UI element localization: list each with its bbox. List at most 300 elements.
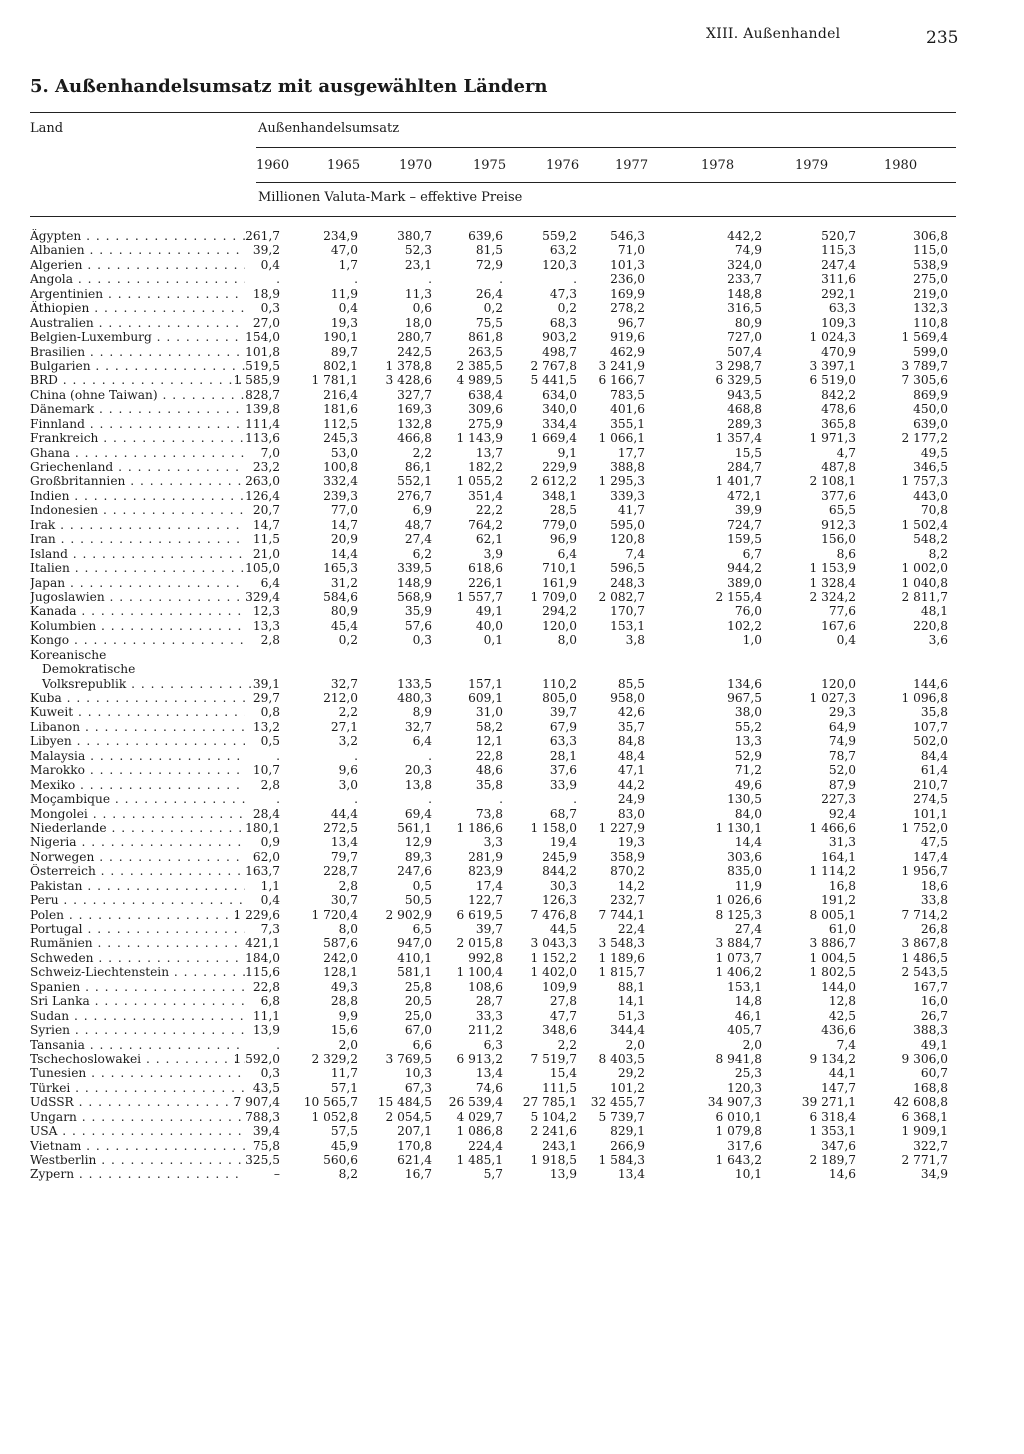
value-cell: 83,0 (617, 806, 645, 821)
value-cell: 33,8 (920, 893, 948, 908)
value-cell: 27 785,1 (522, 1095, 577, 1110)
country-label: Albanien . . . (30, 243, 245, 257)
value-cell: 0,4 (338, 301, 358, 316)
year-header: 1978 (701, 158, 735, 173)
value-cell: 1 485,1 (456, 1153, 503, 1167)
value-cell: 62,1 (475, 532, 503, 547)
value-cell: . (354, 272, 358, 287)
country-label: Kuweit . . . (30, 705, 245, 719)
value-cell: 220,8 (913, 618, 948, 633)
value-cell: 3,2 (338, 734, 358, 749)
value-cell: 41,7 (617, 503, 645, 518)
value-cell: 147,7 (821, 1080, 856, 1095)
value-cell: – (273, 1167, 280, 1182)
value-cell: 27,8 (549, 994, 577, 1009)
value-cell: 7 744,1 (598, 907, 645, 922)
value-cell: 22,4 (617, 922, 645, 936)
value-cell: 242,5 (397, 344, 432, 359)
country-label: Marokko . . . (30, 763, 245, 777)
country-label: Peru . . . (30, 893, 245, 907)
value-cell: 44,5 (549, 922, 577, 936)
country-label: Sri Lanka . . . (30, 994, 245, 1008)
value-cell: 1 055,2 (456, 474, 503, 489)
value-cell: 1,0 (742, 633, 762, 648)
table-row (30, 1110, 960, 1124)
value-cell: 31,3 (828, 835, 856, 850)
value-cell: 365,8 (821, 416, 856, 431)
country-label: Island . . . (30, 547, 245, 561)
value-cell: 2 329,2 (311, 1051, 358, 1066)
value-cell: 11,7 (330, 1066, 358, 1081)
country-label: Australien . . . (30, 316, 245, 330)
value-cell: 1 918,5 (530, 1153, 577, 1167)
value-cell: 19,4 (549, 835, 577, 850)
value-cell: 289,3 (727, 416, 762, 431)
value-cell: 410,1 (397, 950, 432, 965)
value-cell: 3 867,8 (901, 936, 948, 951)
value-cell: 1 720,4 (311, 907, 358, 922)
value-cell: 110,2 (542, 676, 577, 691)
table-row (30, 272, 960, 286)
value-cell: 332,4 (323, 474, 358, 489)
value-cell: 7,3 (260, 922, 280, 936)
value-cell: 912,3 (821, 517, 856, 532)
value-cell: 144,6 (913, 676, 948, 691)
value-cell: 81,5 (475, 243, 503, 258)
value-cell: 48,4 (617, 748, 645, 763)
value-cell: 9,1 (557, 445, 577, 460)
value-cell: 1 643,2 (715, 1153, 762, 1167)
value-cell: 226,1 (468, 575, 503, 590)
value-cell: . (428, 748, 432, 763)
value-cell: 74,9 (828, 734, 856, 749)
value-cell: 462,9 (610, 344, 645, 359)
value-cell: 7 476,8 (530, 907, 577, 922)
value-cell: 134,6 (727, 676, 762, 691)
value-cell: 49,6 (734, 777, 762, 792)
value-cell: 339,3 (610, 488, 645, 503)
table-row (30, 1139, 960, 1153)
value-cell: 538,9 (913, 257, 948, 272)
value-cell: 322,7 (913, 1138, 948, 1153)
value-cell: 1 027,3 (809, 691, 856, 705)
value-cell: 15,4 (549, 1066, 577, 1081)
value-cell: 38,0 (734, 705, 762, 720)
value-cell: 2,2 (338, 705, 358, 720)
table-row (30, 431, 960, 445)
value-cell: 311,6 (821, 272, 856, 287)
value-cell: 1 004,5 (809, 950, 856, 965)
value-cell: 1 229,6 (233, 907, 280, 922)
value-cell: 2 324,2 (809, 589, 856, 604)
value-cell: . (499, 272, 503, 287)
value-cell: 261,7 (245, 229, 280, 243)
value-cell: 44,1 (828, 1066, 856, 1081)
country-label: Äthiopien . . . (30, 301, 245, 315)
value-cell: 8,2 (338, 1167, 358, 1182)
value-cell: 112,5 (323, 416, 358, 431)
value-cell: 23,1 (404, 257, 432, 272)
value-cell: 0,3 (260, 1066, 280, 1081)
value-cell: 122,7 (468, 893, 503, 908)
value-cell: 79,7 (330, 849, 358, 864)
value-cell: 40,0 (475, 618, 503, 633)
value-cell: 7 305,6 (901, 373, 948, 388)
country-label: Volksrepublik . . . (30, 677, 257, 691)
value-cell: 944,2 (727, 561, 762, 576)
value-cell: . (573, 792, 577, 807)
value-cell: 1 357,4 (715, 431, 762, 446)
value-cell: 309,6 (468, 402, 503, 417)
value-cell: 111,4 (245, 416, 280, 431)
value-cell: 0,4 (260, 893, 280, 908)
value-cell: 595,0 (610, 517, 645, 532)
value-cell: 25,0 (404, 1008, 432, 1023)
value-cell: 8,2 (928, 546, 948, 561)
value-cell: 13,4 (617, 1167, 645, 1182)
value-cell: 6 010,1 (715, 1109, 762, 1124)
value-cell: 110,8 (913, 315, 948, 330)
value-cell: 234,9 (323, 229, 358, 243)
year-header: 1970 (399, 158, 433, 173)
value-cell: 1 709,0 (530, 589, 577, 604)
value-cell: 67,3 (404, 1080, 432, 1095)
year-header: 1975 (473, 158, 507, 173)
value-cell: 168,8 (913, 1080, 948, 1095)
country-label: Belgien-Luxemburg . . . (30, 330, 245, 344)
value-cell: 8,0 (338, 922, 358, 936)
table-row (30, 446, 960, 460)
country-label: Frankreich . . . (30, 431, 245, 445)
value-cell: 163,7 (245, 864, 280, 879)
value-cell: 70,8 (920, 503, 948, 518)
value-cell: 52,9 (734, 748, 762, 763)
value-cell: 107,7 (913, 719, 948, 734)
value-cell: 159,5 (727, 532, 762, 547)
country-label: Nigeria . . . (30, 835, 245, 849)
value-cell: 148,8 (727, 286, 762, 301)
country-label: Österreich . . . (30, 864, 245, 878)
value-cell: 6 329,5 (715, 373, 762, 388)
value-cell: 20,5 (404, 994, 432, 1009)
value-cell: 639,0 (913, 416, 948, 431)
year-header: 1977 (615, 158, 649, 173)
value-cell: 28,8 (330, 994, 358, 1009)
value-cell: 1 402,0 (530, 965, 577, 980)
value-cell: 48,6 (475, 763, 503, 778)
table-row (30, 835, 960, 849)
value-cell: 76,0 (734, 604, 762, 619)
value-cell: 472,1 (727, 488, 762, 503)
value-cell: 180,1 (245, 820, 280, 835)
country-label: Polen . . . (30, 908, 245, 922)
value-cell: 3,9 (483, 546, 503, 561)
value-cell: 2,8 (260, 777, 280, 792)
table-row (30, 763, 960, 777)
value-cell: 8,9 (412, 705, 432, 720)
country-label: Ungarn . . . (30, 1110, 245, 1124)
value-cell: 29,2 (617, 1066, 645, 1081)
value-cell: 1 114,2 (809, 864, 856, 879)
value-cell: 25,3 (734, 1066, 762, 1081)
value-cell: 30,7 (330, 893, 358, 908)
value-cell: 278,2 (610, 301, 645, 316)
value-cell: 77,6 (828, 604, 856, 619)
table-row (30, 359, 960, 373)
value-cell: 23,2 (252, 460, 280, 474)
value-cell: 111,5 (542, 1080, 577, 1095)
value-cell: 1 486,5 (901, 950, 948, 965)
value-cell: 1 130,1 (715, 820, 762, 835)
value-cell: 1 502,4 (901, 517, 948, 532)
value-cell: 52,3 (404, 243, 432, 258)
value-cell: 247,4 (821, 257, 856, 272)
value-cell: 358,9 (610, 849, 645, 864)
value-cell: 12,3 (252, 604, 280, 619)
value-cell: 181,6 (323, 402, 358, 417)
value-cell: 5 104,2 (530, 1109, 577, 1124)
value-cell: 6,9 (412, 503, 432, 518)
value-cell: 8 941,8 (715, 1051, 762, 1066)
value-cell: 2 189,7 (809, 1153, 856, 1167)
value-cell: 8 005,1 (809, 907, 856, 922)
table-row (30, 821, 960, 835)
country-label: Iran . . . (30, 532, 245, 546)
value-cell: 828,7 (245, 387, 280, 402)
value-cell: 1 066,1 (598, 431, 645, 446)
value-cell: 14,1 (617, 994, 645, 1009)
value-cell: 805,0 (542, 691, 577, 705)
table-row (30, 864, 960, 878)
table-row (30, 720, 960, 734)
value-cell: 1 401,7 (715, 474, 762, 489)
value-cell: 148,9 (397, 575, 432, 590)
value-cell: 1 557,7 (456, 589, 503, 604)
value-cell: 13,4 (475, 1066, 503, 1081)
value-cell: 275,9 (468, 416, 503, 431)
value-cell: 1 956,7 (901, 864, 948, 879)
value-cell: 44,2 (617, 777, 645, 792)
value-cell: 78,7 (828, 748, 856, 763)
value-cell: 618,6 (468, 561, 503, 576)
value-cell: 57,6 (404, 618, 432, 633)
value-cell: 1 569,4 (901, 330, 948, 345)
value-cell: 39,2 (252, 243, 280, 258)
value-cell: 19,3 (330, 315, 358, 330)
value-cell: 0,6 (412, 301, 432, 316)
value-cell: 2 811,7 (901, 589, 948, 604)
value-cell: 498,7 (542, 344, 577, 359)
value-cell: 9,9 (338, 1008, 358, 1023)
value-cell: 64,9 (828, 719, 856, 734)
value-cell: 28,5 (549, 503, 577, 518)
value-cell: 844,2 (542, 864, 577, 879)
value-cell: 389,0 (727, 575, 762, 590)
country-label: Spanien . . . (30, 980, 245, 994)
value-cell: 47,7 (549, 1008, 577, 1023)
country-label: Libanon . . . (30, 720, 245, 734)
value-cell: 0,3 (260, 301, 280, 316)
value-cell: 861,8 (468, 330, 503, 345)
value-cell: 347,6 (821, 1138, 856, 1153)
value-cell: 596,5 (610, 561, 645, 576)
value-cell: 2,8 (260, 633, 280, 648)
value-cell: 17,4 (475, 878, 503, 893)
value-cell: 161,9 (542, 575, 577, 590)
value-cell: 380,7 (397, 229, 432, 243)
value-cell: 1 152,2 (530, 950, 577, 965)
value-cell: 26 539,4 (448, 1095, 503, 1110)
value-cell: 17,7 (617, 445, 645, 460)
value-cell: 113,6 (245, 431, 280, 446)
country-label: Brasilien . . . (30, 345, 245, 359)
value-cell: 8,0 (557, 633, 577, 648)
value-cell: 212,0 (323, 691, 358, 705)
value-cell: 1 909,1 (901, 1124, 948, 1139)
value-cell: 3 428,6 (385, 373, 432, 388)
value-cell: 39,4 (252, 1124, 280, 1139)
value-cell: 229,9 (542, 460, 577, 474)
table-row (30, 633, 960, 647)
value-cell: 520,7 (821, 229, 856, 243)
value-cell: 109,3 (821, 315, 856, 330)
value-cell: 219,0 (913, 286, 948, 301)
value-cell: 108,6 (468, 979, 503, 994)
value-cell: 31,2 (330, 575, 358, 590)
value-cell: 248,3 (610, 575, 645, 590)
value-cell: 9 306,0 (901, 1051, 948, 1066)
value-cell: 1 227,9 (598, 820, 645, 835)
value-cell: 480,3 (397, 691, 432, 705)
value-cell: 154,0 (245, 330, 280, 345)
value-cell: 621,4 (397, 1153, 432, 1167)
value-cell: 947,0 (397, 936, 432, 951)
value-cell: 548,2 (913, 532, 948, 547)
value-cell: 1 024,3 (809, 330, 856, 345)
value-cell: 115,3 (821, 243, 856, 258)
value-cell: 29,7 (252, 691, 280, 705)
value-cell: 334,4 (542, 416, 577, 431)
table-row (30, 460, 960, 474)
value-cell: 13,7 (475, 445, 503, 460)
value-cell: 42,5 (828, 1008, 856, 1023)
value-cell: 2 771,7 (901, 1153, 948, 1167)
value-cell: 1 079,8 (715, 1124, 762, 1139)
value-cell: 12,1 (475, 734, 503, 749)
value-cell: 43,5 (252, 1080, 280, 1095)
value-cell: 1 406,2 (715, 965, 762, 980)
value-cell: 47,5 (920, 835, 948, 850)
country-label: Großbritannien . . . (30, 474, 245, 488)
value-cell: 779,0 (542, 517, 577, 532)
value-cell: 0,4 (260, 257, 280, 272)
value-cell: 7,4 (836, 1037, 856, 1052)
value-cell: 2 082,7 (598, 589, 645, 604)
value-cell: 39 271,1 (801, 1095, 856, 1110)
value-cell: 72,9 (475, 257, 503, 272)
header-group: Außenhandelsumsatz (258, 121, 400, 136)
value-cell: 559,2 (542, 229, 577, 243)
value-cell: 51,3 (617, 1008, 645, 1023)
value-cell: 39,9 (734, 503, 762, 518)
table-row (30, 547, 960, 561)
value-cell: 1 378,8 (385, 358, 432, 373)
running-head: XIII. Außenhandel (706, 26, 841, 42)
value-cell: 6,5 (412, 922, 432, 936)
country-label: Niederlande . . . (30, 821, 245, 835)
value-cell: 292,1 (821, 286, 856, 301)
value-cell: 165,3 (323, 561, 358, 576)
country-label: Ägypten . . . (30, 229, 245, 243)
value-cell: 6 519,0 (809, 373, 856, 388)
value-cell: 120,3 (727, 1080, 762, 1095)
value-cell: 388,3 (913, 1023, 948, 1038)
value-cell: 324,0 (727, 257, 762, 272)
table-row (30, 994, 960, 1008)
value-cell: 1 295,3 (598, 474, 645, 489)
value-cell: 63,3 (828, 301, 856, 316)
value-cell: 0,3 (412, 633, 432, 648)
value-cell: 34,9 (920, 1167, 948, 1182)
country-label: Angola . . . (30, 272, 245, 286)
table-row (30, 489, 960, 503)
value-cell: 6,7 (742, 546, 762, 561)
table-row (30, 518, 960, 532)
value-cell: 1 073,7 (715, 950, 762, 965)
value-cell: 0,2 (557, 301, 577, 316)
value-cell: 967,5 (727, 691, 762, 705)
value-cell: 13,4 (330, 835, 358, 850)
value-cell: 61,4 (920, 763, 948, 778)
value-cell: 584,6 (323, 589, 358, 604)
table-row (30, 287, 960, 301)
country-label: Ghana . . . (30, 446, 245, 460)
value-cell: 242,0 (323, 950, 358, 965)
value-cell: 69,4 (404, 806, 432, 821)
value-cell: 3 886,7 (809, 936, 856, 951)
value-cell: 2 108,1 (809, 474, 856, 489)
table-row (30, 503, 960, 517)
value-cell: 1 802,5 (809, 965, 856, 980)
value-cell: 20,7 (252, 503, 280, 518)
value-cell: 10,1 (734, 1167, 762, 1182)
country-label: Türkei . . . (30, 1081, 245, 1095)
value-cell: 266,9 (610, 1138, 645, 1153)
value-cell: 339,5 (397, 561, 432, 576)
value-cell: 329,4 (245, 589, 280, 604)
value-cell: 101,8 (245, 344, 280, 359)
table-row (30, 1023, 960, 1037)
value-cell: 344,4 (610, 1023, 645, 1038)
value-cell: 377,6 (821, 488, 856, 503)
value-cell: 45,4 (330, 618, 358, 633)
table-row (30, 1124, 960, 1138)
value-cell: 73,8 (475, 806, 503, 821)
value-cell: 75,8 (252, 1138, 280, 1153)
value-cell: 30,3 (549, 878, 577, 893)
value-cell: 85,5 (617, 676, 645, 691)
value-cell: 13,9 (549, 1167, 577, 1182)
table-row (30, 373, 960, 387)
value-cell: 16,8 (828, 878, 856, 893)
country-label: Koreanische (30, 647, 107, 662)
value-cell: 8,6 (836, 546, 856, 561)
value-cell: 764,2 (468, 517, 503, 532)
value-cell: 1 584,3 (598, 1153, 645, 1167)
value-cell: 1 815,7 (598, 965, 645, 980)
value-cell: 8 403,5 (598, 1051, 645, 1066)
value-cell: 487,8 (821, 460, 856, 474)
